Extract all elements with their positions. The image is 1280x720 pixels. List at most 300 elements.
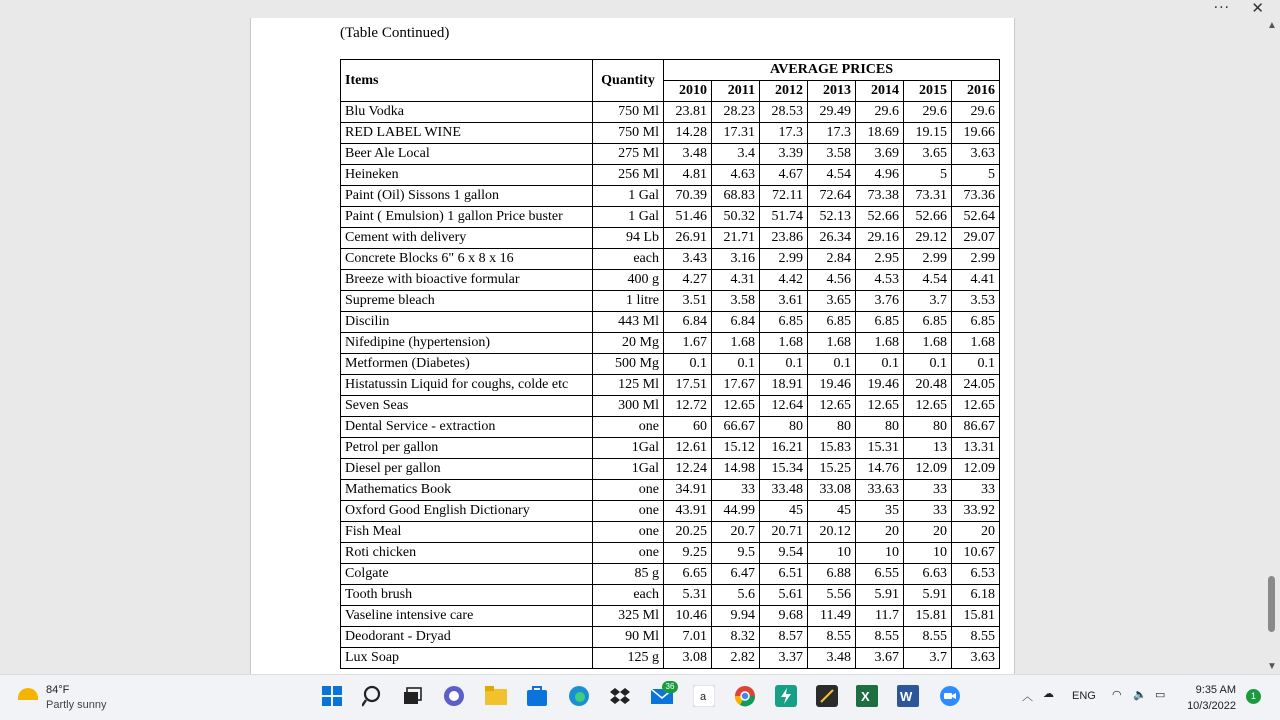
- price-cell: 73.38: [856, 186, 904, 207]
- table-row: [341, 459, 1000, 480]
- price-cell: 10: [904, 543, 952, 564]
- quantity-cell: 85 g: [593, 564, 664, 585]
- price-cell: 4.54: [808, 165, 856, 186]
- price-cell: 6.85: [808, 312, 856, 333]
- year-header: 2012: [760, 81, 808, 102]
- price-cell: 12.65: [808, 396, 856, 417]
- price-cell: 6.51: [760, 564, 808, 585]
- edge-browser-icon[interactable]: [567, 684, 591, 708]
- table-row: [341, 396, 1000, 417]
- table-row: [341, 585, 1000, 606]
- table-row: [341, 270, 1000, 291]
- price-cell: 4.27: [664, 270, 712, 291]
- price-cell: 4.56: [808, 270, 856, 291]
- price-cell: 13.31: [952, 438, 1000, 459]
- price-cell: 8.32: [712, 627, 760, 648]
- task-view-icon[interactable]: [400, 684, 424, 708]
- price-cell: 12.65: [856, 396, 904, 417]
- price-cell: 5.6: [712, 585, 760, 606]
- price-cell: 18.69: [856, 123, 904, 144]
- price-cell: 5.56: [808, 585, 856, 606]
- excel-icon[interactable]: [855, 684, 879, 708]
- table-body: [341, 102, 1000, 669]
- quantity-cell: 90 Ml: [593, 627, 664, 648]
- price-cell: 20.71: [760, 522, 808, 543]
- volume-icon[interactable]: 🔈: [1133, 689, 1147, 701]
- price-cell: 3.65: [904, 144, 952, 165]
- onedrive-cloud-icon[interactable]: ☁: [1043, 688, 1054, 700]
- price-cell: 28.23: [712, 102, 760, 123]
- price-cell: 29.49: [808, 102, 856, 123]
- price-cell: 0.1: [904, 354, 952, 375]
- price-cell: 19.46: [808, 375, 856, 396]
- price-cell: 6.65: [664, 564, 712, 585]
- price-cell: 28.53: [760, 102, 808, 123]
- price-cell: 3.7: [904, 291, 952, 312]
- price-cell: 6.18: [952, 585, 1000, 606]
- price-cell: 12.64: [760, 396, 808, 417]
- scroll-down-icon[interactable]: ▼: [1267, 661, 1277, 672]
- table-row: [341, 627, 1000, 648]
- price-cell: 4.96: [856, 165, 904, 186]
- price-cell: 1.68: [952, 333, 1000, 354]
- price-cell: 20: [904, 522, 952, 543]
- table-row: [341, 648, 1000, 669]
- table-row: [341, 312, 1000, 333]
- item-cell: Cement with delivery: [341, 228, 593, 249]
- price-cell: 12.65: [904, 396, 952, 417]
- dropbox-icon[interactable]: [608, 684, 632, 708]
- price-cell: 20.12: [808, 522, 856, 543]
- chat-icon[interactable]: [442, 684, 466, 708]
- quantity-cell: one: [593, 480, 664, 501]
- item-cell: Paint (Oil) Sissons 1 gallon: [341, 186, 593, 207]
- price-cell: 34.91: [664, 480, 712, 501]
- price-cell: 3.48: [808, 648, 856, 669]
- price-cell: 9.5: [712, 543, 760, 564]
- price-cell: 50.32: [712, 207, 760, 228]
- price-cell: 19.15: [904, 123, 952, 144]
- price-cell: 17.31: [712, 123, 760, 144]
- item-cell: Metformen (Diabetes): [341, 354, 593, 375]
- price-cell: 6.85: [952, 312, 1000, 333]
- quantity-cell: 750 Ml: [593, 123, 664, 144]
- item-cell: Seven Seas: [341, 396, 593, 417]
- year-header: 2015: [904, 81, 952, 102]
- svg-text:a: a: [700, 691, 707, 703]
- price-cell: 3.51: [664, 291, 712, 312]
- store-icon[interactable]: [525, 684, 549, 708]
- price-cell: 6.47: [712, 564, 760, 585]
- price-cell: 10.46: [664, 606, 712, 627]
- item-cell: Lux Soap: [341, 648, 593, 669]
- price-cell: 1.68: [904, 333, 952, 354]
- file-explorer-icon[interactable]: [484, 684, 508, 708]
- price-cell: 15.81: [904, 606, 952, 627]
- item-cell: Deodorant - Dryad: [341, 627, 593, 648]
- price-cell: 15.34: [760, 459, 808, 480]
- price-cell: 3.69: [856, 144, 904, 165]
- price-cell: 6.88: [808, 564, 856, 585]
- svg-text:X: X: [861, 689, 870, 704]
- price-cell: 11.49: [808, 606, 856, 627]
- quantity-cell: each: [593, 249, 664, 270]
- price-cell: 3.58: [712, 291, 760, 312]
- item-cell: Oxford Good English Dictionary: [341, 501, 593, 522]
- price-cell: 52.13: [808, 207, 856, 228]
- price-cell: 5.91: [904, 585, 952, 606]
- wifi-icon[interactable]: ◠: [1112, 689, 1122, 701]
- quantity-cell: 94 Lb: [593, 228, 664, 249]
- price-cell: 4.67: [760, 165, 808, 186]
- price-cell: 3.37: [760, 648, 808, 669]
- item-cell: RED LABEL WINE: [341, 123, 593, 144]
- quantity-cell: 256 Ml: [593, 165, 664, 186]
- app-dark-icon[interactable]: [815, 684, 839, 708]
- price-cell: 1.68: [760, 333, 808, 354]
- weather-temperature: 84°F: [46, 684, 70, 696]
- header-quantity: Quantity: [593, 60, 664, 102]
- price-cell: 24.05: [952, 375, 1000, 396]
- price-cell: 80: [904, 417, 952, 438]
- close-button[interactable]: ✕: [1251, 0, 1264, 17]
- price-cell: 4.42: [760, 270, 808, 291]
- price-cell: 60: [664, 417, 712, 438]
- scrollbar-thumb[interactable]: [1268, 576, 1275, 632]
- notification-count-badge[interactable]: 1: [1246, 689, 1261, 704]
- price-cell: 3.48: [664, 144, 712, 165]
- table-row: [341, 375, 1000, 396]
- price-cell: 15.25: [808, 459, 856, 480]
- price-cell: 33.48: [760, 480, 808, 501]
- price-cell: 33: [712, 480, 760, 501]
- price-cell: 5.61: [760, 585, 808, 606]
- year-header: 2011: [712, 81, 760, 102]
- price-cell: 13: [904, 438, 952, 459]
- price-cell: 15.81: [952, 606, 1000, 627]
- item-cell: Histatussin Liquid for coughs, colde etc: [341, 375, 593, 396]
- item-cell: Paint ( Emulsion) 1 gallon Price buster: [341, 207, 593, 228]
- price-cell: 21.71: [712, 228, 760, 249]
- price-cell: 3.61: [760, 291, 808, 312]
- item-cell: Beer Ale Local: [341, 144, 593, 165]
- price-cell: 15.12: [712, 438, 760, 459]
- price-cell: 3.4: [712, 144, 760, 165]
- svg-text:W: W: [900, 689, 913, 704]
- price-cell: 9.25: [664, 543, 712, 564]
- price-cell: 52.66: [856, 207, 904, 228]
- price-cell: 33.92: [952, 501, 1000, 522]
- table-row: [341, 249, 1000, 270]
- item-cell: Concrete Blocks 6" 6 x 8 x 16: [341, 249, 593, 270]
- price-cell: 29.6: [856, 102, 904, 123]
- table-row: [341, 333, 1000, 354]
- table-row: [341, 207, 1000, 228]
- table-row: [341, 543, 1000, 564]
- price-cell: 29.07: [952, 228, 1000, 249]
- price-cell: 1.67: [664, 333, 712, 354]
- price-cell: 23.86: [760, 228, 808, 249]
- table-row: [341, 438, 1000, 459]
- price-cell: 14.28: [664, 123, 712, 144]
- price-cell: 3.76: [856, 291, 904, 312]
- price-cell: 23.81: [664, 102, 712, 123]
- quantity-cell: one: [593, 522, 664, 543]
- quantity-cell: 1 Gal: [593, 207, 664, 228]
- price-cell: 7.01: [664, 627, 712, 648]
- chrome-icon[interactable]: [733, 684, 757, 708]
- more-options-button[interactable]: ···: [1213, 0, 1230, 16]
- price-cell: 72.64: [808, 186, 856, 207]
- quantity-cell: 443 Ml: [593, 312, 664, 333]
- price-cell: 20.25: [664, 522, 712, 543]
- price-cell: 12.09: [904, 459, 952, 480]
- price-cell: 4.31: [712, 270, 760, 291]
- quantity-cell: each: [593, 585, 664, 606]
- item-cell: Colgate: [341, 564, 593, 585]
- price-cell: 2.99: [760, 249, 808, 270]
- quantity-cell: 300 Ml: [593, 396, 664, 417]
- price-cell: 29.6: [904, 102, 952, 123]
- search-icon[interactable]: [361, 684, 385, 708]
- price-cell: 20: [952, 522, 1000, 543]
- item-cell: Heineken: [341, 165, 593, 186]
- quantity-cell: 125 g: [593, 648, 664, 669]
- windows-start-icon[interactable]: [320, 684, 344, 708]
- price-cell: 3.67: [856, 648, 904, 669]
- price-cell: 12.24: [664, 459, 712, 480]
- price-cell: 1.68: [712, 333, 760, 354]
- show-hidden-icons-icon[interactable]: ︿: [1022, 691, 1033, 703]
- price-cell: 33: [904, 501, 952, 522]
- price-cell: 6.85: [856, 312, 904, 333]
- quantity-cell: 275 Ml: [593, 144, 664, 165]
- price-cell: 6.85: [760, 312, 808, 333]
- price-cell: 33: [904, 480, 952, 501]
- price-cell: 6.84: [664, 312, 712, 333]
- item-cell: Vaseline intensive care: [341, 606, 593, 627]
- price-cell: 8.57: [760, 627, 808, 648]
- price-cell: 3.08: [664, 648, 712, 669]
- price-cell: 33: [952, 480, 1000, 501]
- clock-date: 10/3/2022: [1187, 700, 1236, 712]
- table-row: [341, 123, 1000, 144]
- item-cell: Fish Meal: [341, 522, 593, 543]
- price-cell: 2.82: [712, 648, 760, 669]
- price-cell: 12.65: [712, 396, 760, 417]
- price-cell: 6.85: [904, 312, 952, 333]
- price-cell: 3.7: [904, 648, 952, 669]
- item-cell: Supreme bleach: [341, 291, 593, 312]
- quantity-cell: 500 Mg: [593, 354, 664, 375]
- price-cell: 4.54: [904, 270, 952, 291]
- price-cell: 3.58: [808, 144, 856, 165]
- price-cell: 73.31: [904, 186, 952, 207]
- weather-condition: Partly sunny: [46, 699, 107, 711]
- header-average-prices: AVERAGE PRICES: [664, 60, 1000, 81]
- price-cell: 20.7: [712, 522, 760, 543]
- price-cell: 8.55: [856, 627, 904, 648]
- price-cell: 9.94: [712, 606, 760, 627]
- language-indicator[interactable]: ENG: [1072, 690, 1096, 702]
- table-row: [341, 564, 1000, 585]
- price-cell: 29.6: [952, 102, 1000, 123]
- quantity-cell: 325 Ml: [593, 606, 664, 627]
- price-cell: 12.61: [664, 438, 712, 459]
- price-cell: 0.1: [808, 354, 856, 375]
- window-title-bar: [0, 0, 1280, 18]
- item-cell: Breeze with bioactive formular: [341, 270, 593, 291]
- quantity-cell: 20 Mg: [593, 333, 664, 354]
- price-cell: 45: [808, 501, 856, 522]
- price-cell: 11.7: [856, 606, 904, 627]
- price-cell: 18.91: [760, 375, 808, 396]
- quantity-cell: 125 Ml: [593, 375, 664, 396]
- price-cell: 3.43: [664, 249, 712, 270]
- word-icon[interactable]: [896, 684, 920, 708]
- price-cell: 1.68: [856, 333, 904, 354]
- item-cell: Dental Service - extraction: [341, 417, 593, 438]
- vertical-scrollbar[interactable]: [1264, 18, 1280, 674]
- quantity-cell: 1Gal: [593, 459, 664, 480]
- price-cell: 52.64: [952, 207, 1000, 228]
- table-row: [341, 144, 1000, 165]
- table-header-row: [341, 60, 1000, 81]
- item-cell: Diesel per gallon: [341, 459, 593, 480]
- price-cell: 80: [856, 417, 904, 438]
- price-cell: 15.83: [808, 438, 856, 459]
- price-cell: 17.67: [712, 375, 760, 396]
- price-cell: 9.68: [760, 606, 808, 627]
- price-cell: 51.74: [760, 207, 808, 228]
- table-row: [341, 291, 1000, 312]
- table-row: [341, 417, 1000, 438]
- item-cell: Blu Vodka: [341, 102, 593, 123]
- price-cell: 3.63: [952, 144, 1000, 165]
- price-cell: 10: [808, 543, 856, 564]
- scroll-up-icon[interactable]: ▲: [1267, 20, 1277, 31]
- table-row: [341, 354, 1000, 375]
- amazon-icon[interactable]: [692, 684, 716, 708]
- table-row: [341, 522, 1000, 543]
- table-caption: (Table Continued): [340, 25, 450, 41]
- header-items: Items: [341, 60, 593, 102]
- price-cell: 3.63: [952, 648, 1000, 669]
- price-cell: 0.1: [856, 354, 904, 375]
- year-header: 2014: [856, 81, 904, 102]
- quantity-cell: one: [593, 501, 664, 522]
- price-cell: 68.83: [712, 186, 760, 207]
- system-clock[interactable]: [1186, 682, 1236, 714]
- price-cell: 12.72: [664, 396, 712, 417]
- price-cell: 8.55: [808, 627, 856, 648]
- price-cell: 26.91: [664, 228, 712, 249]
- price-cell: 29.12: [904, 228, 952, 249]
- price-cell: 2.95: [856, 249, 904, 270]
- price-cell: 33.08: [808, 480, 856, 501]
- battery-icon[interactable]: ▭: [1155, 689, 1166, 701]
- price-cell: 3.39: [760, 144, 808, 165]
- price-cell: 1.68: [808, 333, 856, 354]
- price-cell: 20.48: [904, 375, 952, 396]
- price-cell: 0.1: [712, 354, 760, 375]
- price-cell: 86.67: [952, 417, 1000, 438]
- price-cell: 66.67: [712, 417, 760, 438]
- price-cell: 80: [760, 417, 808, 438]
- average-prices-table: [340, 59, 1000, 669]
- price-cell: 6.55: [856, 564, 904, 585]
- price-cell: 5.31: [664, 585, 712, 606]
- app-lightning-icon[interactable]: [774, 684, 798, 708]
- price-cell: 6.84: [712, 312, 760, 333]
- price-cell: 12.09: [952, 459, 1000, 480]
- price-cell: 4.81: [664, 165, 712, 186]
- price-cell: 33.63: [856, 480, 904, 501]
- price-cell: 43.91: [664, 501, 712, 522]
- price-cell: 26.34: [808, 228, 856, 249]
- year-header: 2016: [952, 81, 1000, 102]
- table-row: [341, 165, 1000, 186]
- price-cell: 10.67: [952, 543, 1000, 564]
- zoom-meetings-icon[interactable]: [938, 684, 962, 708]
- price-cell: 4.41: [952, 270, 1000, 291]
- table-row: [341, 186, 1000, 207]
- price-cell: 3.16: [712, 249, 760, 270]
- table-row: [341, 501, 1000, 522]
- quantity-cell: 750 Ml: [593, 102, 664, 123]
- quantity-cell: one: [593, 543, 664, 564]
- table-row: [341, 228, 1000, 249]
- price-cell: 0.1: [952, 354, 1000, 375]
- quantity-cell: 400 g: [593, 270, 664, 291]
- price-cell: 15.31: [856, 438, 904, 459]
- price-cell: 3.65: [808, 291, 856, 312]
- price-cell: 45: [760, 501, 808, 522]
- partly-sunny-icon: [18, 688, 38, 700]
- price-cell: 73.36: [952, 186, 1000, 207]
- price-cell: 10: [856, 543, 904, 564]
- clock-time: 9:35 AM: [1195, 684, 1236, 696]
- item-cell: Tooth brush: [341, 585, 593, 606]
- item-cell: Petrol per gallon: [341, 438, 593, 459]
- price-cell: 5: [904, 165, 952, 186]
- price-cell: 6.53: [952, 564, 1000, 585]
- price-cell: 17.3: [808, 123, 856, 144]
- mail-badge: 36: [662, 681, 678, 693]
- price-cell: 14.98: [712, 459, 760, 480]
- document-page: [250, 18, 1015, 674]
- price-cell: 19.66: [952, 123, 1000, 144]
- price-cell: 14.76: [856, 459, 904, 480]
- price-cell: 5: [952, 165, 1000, 186]
- taskbar: [0, 674, 1280, 720]
- quantity-cell: 1 litre: [593, 291, 664, 312]
- item-cell: Roti chicken: [341, 543, 593, 564]
- price-cell: 4.53: [856, 270, 904, 291]
- price-cell: 0.1: [760, 354, 808, 375]
- price-cell: 4.63: [712, 165, 760, 186]
- item-cell: Discilin: [341, 312, 593, 333]
- price-cell: 12.65: [952, 396, 1000, 417]
- table-row: [341, 606, 1000, 627]
- price-cell: 19.46: [856, 375, 904, 396]
- price-cell: 72.11: [760, 186, 808, 207]
- price-cell: 29.16: [856, 228, 904, 249]
- price-cell: 6.63: [904, 564, 952, 585]
- year-header: 2013: [808, 81, 856, 102]
- price-cell: 44.99: [712, 501, 760, 522]
- price-cell: 52.66: [904, 207, 952, 228]
